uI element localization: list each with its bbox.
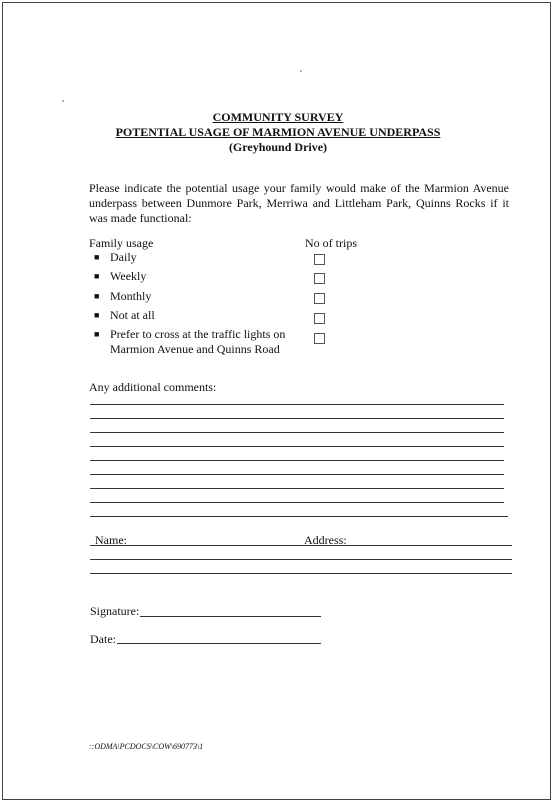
comment-line[interactable] [90, 502, 504, 503]
option-label [110, 327, 285, 357]
name-address-line[interactable] [90, 545, 512, 546]
date-line[interactable] [117, 643, 321, 644]
signature-label: Signature: [90, 604, 140, 618]
option-traffic-lights [94, 327, 285, 357]
comment-line[interactable] [90, 460, 504, 461]
checkbox-weekly[interactable] [314, 273, 325, 284]
survey-title: COMMUNITY SURVEY [212, 110, 344, 124]
bullet-icon: ■ [94, 310, 100, 320]
comment-line[interactable] [90, 418, 504, 419]
address-line[interactable] [90, 559, 512, 560]
family-usage-label: Family usage [89, 236, 154, 250]
option-label-line2: Marmion Avenue and Quinns Road [110, 342, 280, 356]
option-label: Not at all [110, 308, 155, 322]
signature-line[interactable] [140, 616, 321, 617]
bullet-icon: ■ [94, 271, 100, 281]
comment-line[interactable] [90, 516, 508, 517]
option-daily [94, 250, 137, 265]
option-weekly [94, 269, 146, 284]
comment-line[interactable] [90, 432, 504, 433]
scan-speck [62, 100, 64, 102]
option-label: Weekly [110, 269, 147, 283]
document-reference: ::ODMA\PCDOCS\COW\690773\1 [89, 742, 204, 751]
intro-text: Please indicate the potential usage your family would make of the Marmion Avenue underpass between Dunmore Park, Merriwa and Littleham Park, Quinns Rocks if it was made functional: [89, 181, 509, 225]
date-label: Date: [90, 632, 116, 646]
bullet-icon: ■ [94, 252, 100, 262]
comments-label: Any additional comments: [89, 380, 217, 394]
option-not-at-all [94, 308, 155, 323]
option-label: Monthly [110, 289, 152, 303]
bullet-icon: ■ [94, 291, 100, 301]
address-label: Address: [304, 533, 347, 547]
comment-line[interactable] [90, 488, 504, 489]
option-label: Daily [110, 250, 137, 264]
option-label-line1: Prefer to cross at the traffic lights on [110, 327, 286, 341]
name-label: Name: [95, 533, 127, 547]
bullet-icon: ■ [94, 329, 100, 339]
comment-line[interactable] [90, 446, 504, 447]
comment-line[interactable] [90, 474, 504, 475]
survey-location: (Greyhound Drive) [228, 140, 328, 154]
address-line[interactable] [90, 573, 512, 574]
checkbox-not-at-all[interactable] [314, 313, 325, 324]
survey-subtitle: POTENTIAL USAGE OF MARMION AVENUE UNDERPASS [115, 125, 441, 139]
checkbox-traffic-lights[interactable] [314, 333, 325, 344]
option-monthly [94, 289, 151, 304]
scan-speck [300, 70, 302, 72]
checkbox-monthly[interactable] [314, 293, 325, 304]
checkbox-daily[interactable] [314, 254, 325, 265]
trips-label: No of trips [305, 236, 357, 250]
comment-line[interactable] [90, 404, 504, 405]
